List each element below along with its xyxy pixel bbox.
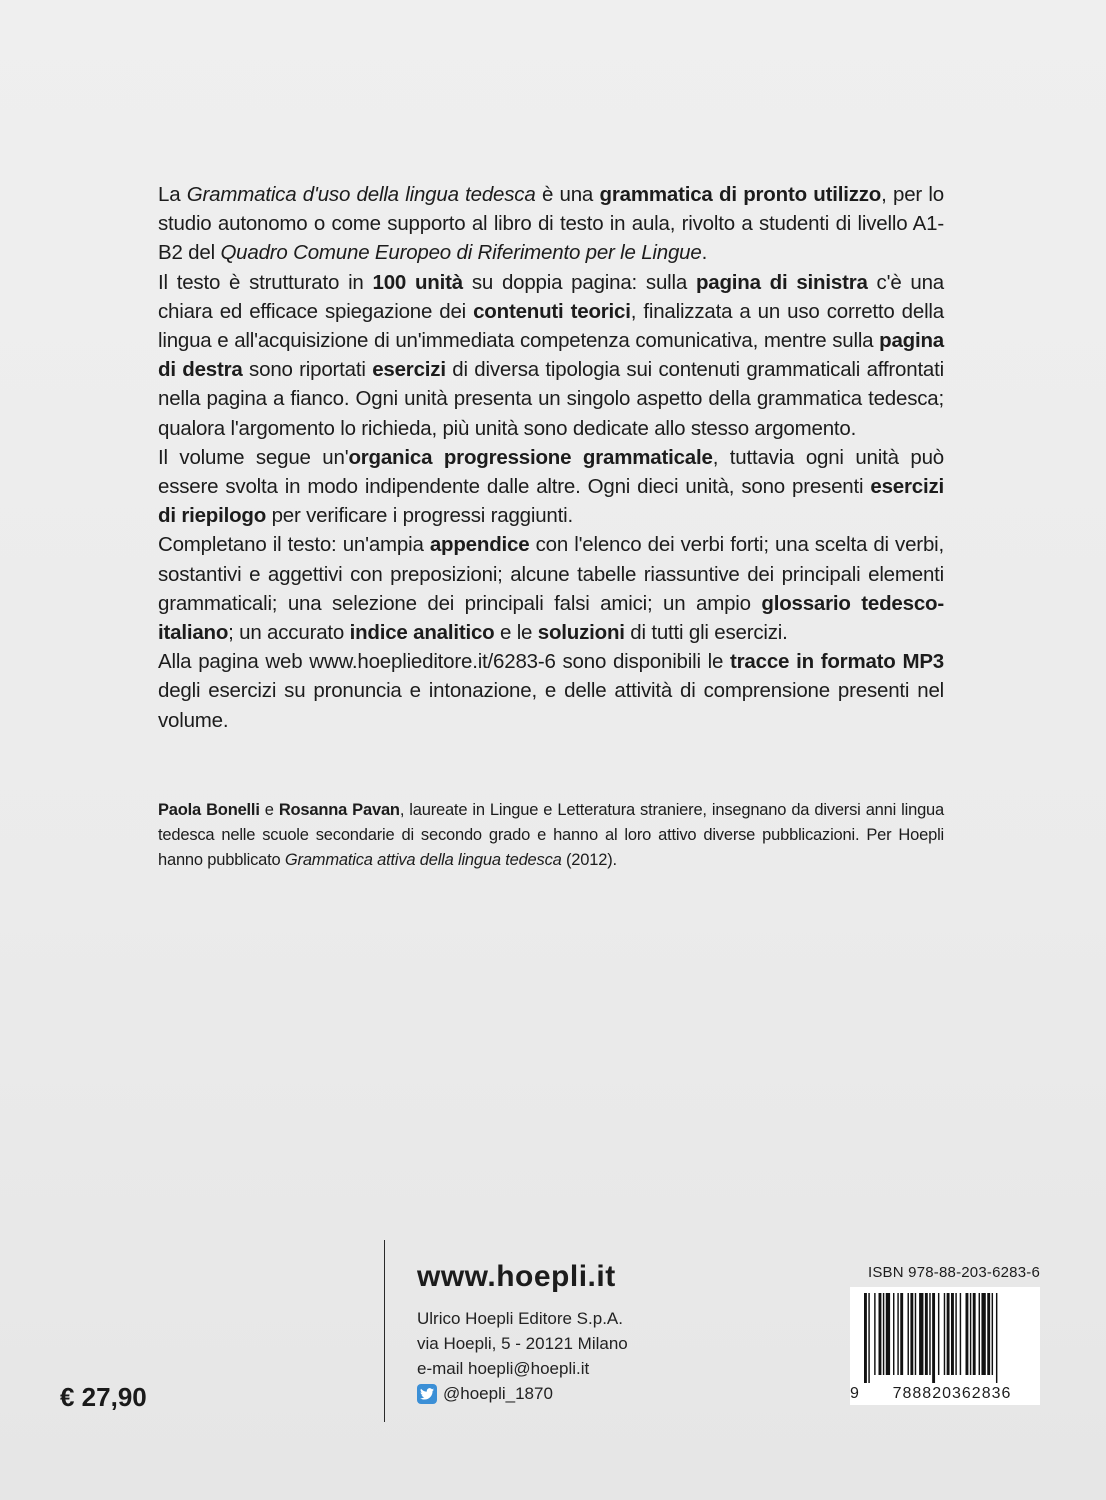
barcode-bar	[996, 1293, 997, 1383]
paragraph-2: Il testo è strutturato in 100 unità su doppia pagina: sulla pagina di sinistra c'è una chiara ed efficace spiegazione dei contenuti teorici, finalizzata a un uso corretto della lingua e all'acquisizione di un'immediata competenza comunicativa, mentre sulla pagina di destra sono riportati esercizi di diversa tipologia sui contenuti grammaticali affrontati nella pagina a fianco. Ogni unità presenta un singolo aspetto della grammatica tedesca; qualora l'argomento lo richieda, più unità sono dedicate allo stesso argomento.	[158, 270, 944, 440]
barcode-bar	[886, 1293, 890, 1375]
barcode-bar	[910, 1293, 913, 1375]
author-bio: Paola Bonelli e Rosanna Pavan, laureate in Lingue e Letteratura straniere, insegnano da diversi anni lingua tedesca nelle scuole secondarie di secondo grado e hanno al loro attivo diverse pubblicazioni. Per Hoepli hanno pubblicato Grammatica attiva della lingua tedesca (2012).	[158, 801, 945, 869]
barcode-bar	[951, 1293, 954, 1375]
description-text	[158, 180, 944, 735]
isbn-label: ISBN 978-88-203-6283-6	[867, 1264, 1040, 1281]
barcode-bar	[981, 1293, 985, 1375]
barcode-bar	[915, 1293, 916, 1375]
publisher-name: Ulrico Hoepli Editore S.p.A.	[417, 1309, 623, 1328]
barcode-bar	[908, 1293, 909, 1375]
barcode-bar	[900, 1293, 903, 1375]
barcode-bar	[987, 1293, 990, 1375]
author-name: Paola Bonelli	[158, 801, 260, 819]
barcode-bar	[979, 1293, 980, 1375]
twitter-bird-icon	[417, 1384, 437, 1404]
barcode-bar	[944, 1293, 945, 1375]
vertical-divider	[384, 1240, 385, 1422]
barcode-bars	[864, 1293, 1034, 1383]
barcode-bar	[938, 1293, 939, 1375]
barcode-bar	[955, 1293, 956, 1375]
twitter-handle: @hoepli_1870	[443, 1384, 553, 1403]
barcode-first-digit: 9	[850, 1385, 860, 1402]
barcode-bar	[932, 1293, 935, 1383]
barcode-bar	[864, 1293, 867, 1383]
barcode-bar	[919, 1293, 923, 1375]
publisher-info	[417, 1260, 747, 1406]
barcode-bar	[947, 1293, 950, 1375]
paragraph-5: Alla pagina web www.hoeplieditore.it/6283-6 sono disponibili le tracce in formato MP3 degli esercizi su pronuncia e intonazione, e delle attività di comprensione presenti nel volume.	[158, 650, 944, 732]
paragraph-4: Completano il testo: un'ampia appendice con l'elenco dei verbi forti; una scelta di verbi, sostantivi e aggettivi con preposizioni; alcune tabelle riassuntive dei principali elementi grammaticali; una selezione dei principali falsi amici; un ampio glossario tedesco-italiano; un accurato indice analitico e le soluzioni di tutti gli esercizi.	[158, 533, 944, 645]
paragraph-3: Il volume segue un'organica progressione grammaticale, tuttavia ogni unità può essere svolta in modo indipendente dalle altre. Ogni dieci unità, sono presenti esercizi di riepilogo per verificare i progressi raggiunti.	[158, 445, 944, 528]
isbn-block	[850, 1264, 1040, 1405]
barcode-bar	[897, 1293, 898, 1375]
barcode-bar	[879, 1293, 882, 1375]
barcode-bar	[966, 1293, 969, 1375]
barcode-bar	[868, 1293, 869, 1383]
barcode-bar	[893, 1293, 894, 1375]
publisher-email[interactable]: e-mail hoepli@hoepli.it	[417, 1359, 590, 1378]
publisher-address: via Hoepli, 5 - 20121 Milano	[417, 1334, 628, 1353]
barcode	[850, 1287, 1040, 1405]
barcode-bar	[992, 1293, 993, 1375]
publisher-twitter[interactable]	[417, 1381, 747, 1406]
author-name: Rosanna Pavan	[278, 801, 400, 819]
paragraph-1: La Grammatica d'uso della lingua tedesca è una grammatica di pronto utilizzo, per lo studio autonomo o come supporto al libro di testo in aula, rivolto a studenti di livello A1-B2 del Quadro Comune Europeo di Riferimento per le Lingue.	[158, 183, 944, 265]
barcode-bar	[973, 1293, 976, 1375]
barcode-digits: 788820362836	[864, 1385, 1040, 1403]
publisher-website[interactable]: www.hoepli.it	[417, 1260, 616, 1293]
barcode-bar	[883, 1293, 884, 1375]
book-title: Grammatica d'uso della lingua tedesca	[186, 183, 536, 206]
barcode-bar	[929, 1293, 930, 1375]
barcode-bar	[874, 1293, 875, 1375]
barcode-bar	[970, 1293, 971, 1375]
barcode-bar	[960, 1293, 961, 1375]
price: € 27,90	[60, 1382, 147, 1412]
barcode-bar	[925, 1293, 928, 1375]
